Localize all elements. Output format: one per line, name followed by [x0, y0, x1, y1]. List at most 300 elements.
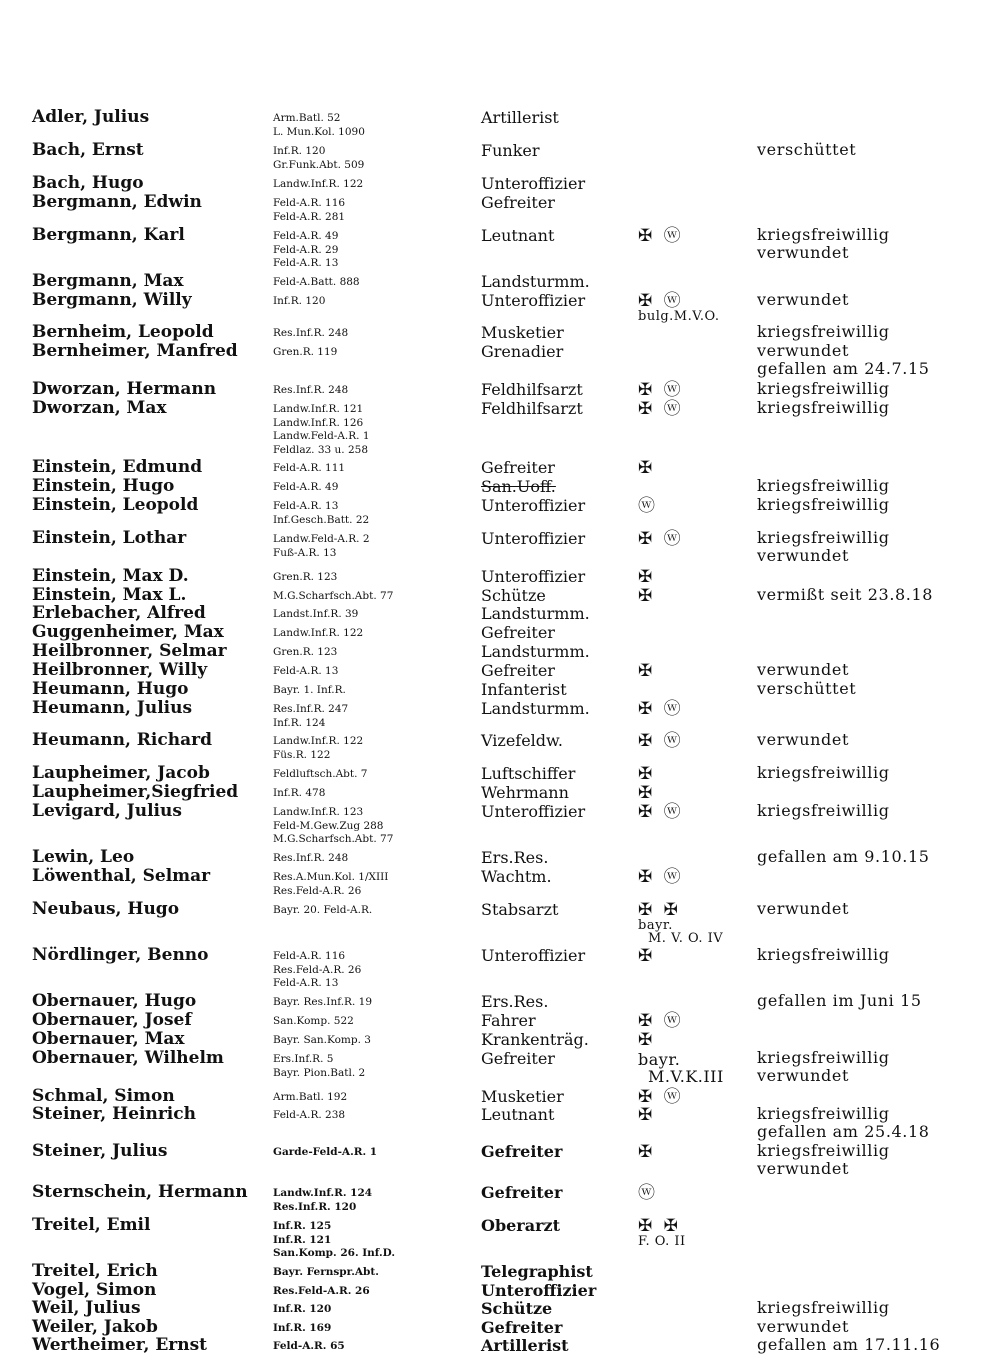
iron-cross-icon: ✠ ⓦ	[638, 399, 684, 419]
unit-line: Bayr. San.Komp. 3	[273, 1034, 371, 1046]
decorations	[638, 869, 750, 886]
remark-line: kriegsfreiwillig	[757, 495, 890, 514]
remarks	[757, 226, 890, 262]
decoration-note: M. V. O. IV	[648, 931, 724, 946]
unit-line: Gren.R. 119	[273, 346, 338, 358]
rank-label: Fahrer	[481, 1011, 536, 1030]
unit-list	[273, 1340, 345, 1354]
unit-list	[273, 481, 338, 495]
rank-label: Unteroffizier	[481, 529, 586, 548]
unit-line: Feld-A.R. 29	[273, 243, 339, 256]
remark-line: verwundet	[757, 660, 850, 679]
rank-label: Leutnant	[481, 226, 555, 245]
decorations	[638, 1013, 750, 1030]
decorations	[638, 460, 750, 477]
unit-line: Bayr. Pion.Batl. 2	[273, 1066, 366, 1079]
remarks	[757, 1336, 940, 1354]
unit-list	[273, 590, 393, 604]
unit-list	[273, 384, 348, 398]
remarks	[757, 529, 890, 565]
unit-line: Gr.Funk.Abt. 509	[273, 158, 365, 171]
iron-cross-icon: ✠ ⓦ	[638, 1011, 684, 1031]
remarks	[757, 1142, 890, 1178]
unit-line: Feld-A.R. 49	[273, 481, 339, 493]
iron-cross-icon: ✠	[638, 1105, 656, 1125]
iron-cross-icon: ✠	[638, 586, 656, 606]
unit-line: M.G.Scharfsch.Abt. 77	[273, 833, 394, 845]
unit-list	[273, 703, 348, 730]
rank-label: Gefreiter	[481, 1183, 563, 1202]
rank-label: Gefreiter	[481, 1049, 555, 1068]
unit-line: Bayr. Res.Inf.R. 19	[273, 996, 372, 1008]
unit-list	[273, 684, 346, 698]
unit-line: Res.Feld-A.R. 26	[273, 963, 362, 976]
unit-list	[273, 904, 372, 918]
unit-line: Res.Inf.R. 120	[273, 1200, 357, 1213]
unit-line: Gren.R. 123	[273, 571, 338, 583]
unit-line: Bayr. 20. Feld-A.R.	[273, 904, 373, 916]
rank-label: Unteroffizier	[481, 802, 586, 821]
soldier-name: Weiler, Jakob	[32, 1317, 158, 1337]
remark-line: verschüttet	[757, 679, 857, 698]
rank-label: Artillerist	[481, 1336, 569, 1355]
soldier-name: Obernauer, Wilhelm	[32, 1048, 224, 1068]
soldier-name: Nördlinger, Benno	[32, 945, 209, 965]
soldier-name: Einstein, Max L.	[32, 585, 187, 605]
rank-label: Musketier	[481, 323, 564, 342]
remark-line: kriegsfreiwillig	[757, 398, 890, 417]
decoration-note: bayr.	[638, 1050, 681, 1069]
soldier-name: Heumann, Julius	[32, 698, 193, 718]
rank-label: Wehrmann	[481, 783, 569, 802]
unit-line: Res.Inf.R. 248	[273, 327, 349, 339]
unit-list	[273, 1091, 347, 1105]
iron-cross-icon: ✠ ⓦ	[638, 291, 684, 311]
soldier-name: Adler, Julius	[32, 107, 150, 127]
remark-line: kriegsfreiwillig	[757, 1048, 890, 1067]
unit-line: Res.A.Mun.Kol. 1/XIII	[273, 871, 389, 883]
unit-line: Landw.Inf.R. 124	[273, 1187, 373, 1199]
soldier-name: Weil, Julius	[32, 1298, 141, 1318]
remark-line: gefallen am 24.7.15	[757, 359, 930, 378]
rank-label: Gefreiter	[481, 458, 555, 477]
decorations	[638, 948, 750, 965]
remark-line: vermißt seit 23.8.18	[757, 585, 934, 604]
iron-cross-icon: ✠	[638, 567, 656, 587]
remark-line: verwundet	[757, 1066, 850, 1085]
remarks	[757, 399, 890, 417]
soldier-name: Guggenheimer, Max	[32, 622, 224, 642]
decorations	[638, 804, 750, 821]
unit-line: Feld-A.R. 238	[273, 1109, 346, 1121]
unit-line: Inf.R. 121	[273, 1233, 332, 1246]
rank-label: Schütze	[481, 1299, 553, 1318]
unit-line: Feld-M.Gew.Zug 288	[273, 819, 384, 832]
unit-line: Füs.R. 122	[273, 748, 331, 761]
iron-cross-icon: ✠ ✠	[638, 900, 681, 920]
remark-line: verschüttet	[757, 140, 857, 159]
unit-line: Landw.Inf.R. 126	[273, 416, 364, 429]
unit-list	[273, 871, 388, 898]
unit-list	[273, 1146, 377, 1160]
rank-label: Landsturmm.	[481, 699, 590, 718]
unit-list	[273, 145, 364, 172]
unit-line: Inf.R. 120	[273, 145, 326, 157]
remark-line: kriegsfreiwillig	[757, 322, 890, 341]
remarks	[757, 992, 922, 1010]
rank-label: Landsturmm.	[481, 604, 590, 623]
unit-list	[273, 295, 325, 309]
remark-line: kriegsfreiwillig	[757, 379, 890, 398]
rank-label: Krankenträg.	[481, 1030, 589, 1049]
unit-list	[273, 1322, 331, 1336]
unit-list	[273, 1109, 345, 1123]
decorations	[638, 1185, 750, 1202]
remarks	[757, 1299, 890, 1317]
remarks	[757, 848, 930, 866]
iron-cross-icon: ✠ ⓦ	[638, 867, 684, 887]
decorations	[638, 1144, 750, 1161]
soldier-name: Laupheimer, Jacob	[32, 763, 210, 783]
remarks	[757, 661, 849, 679]
unit-list	[273, 1187, 372, 1214]
iron-cross-icon: ✠ ⓦ	[638, 731, 684, 751]
rank-label: Unteroffizier	[481, 291, 586, 310]
soldier-name: Einstein, Edmund	[32, 457, 203, 477]
remarks	[757, 380, 890, 398]
rank-label: Feldhilfsarzt	[481, 399, 583, 418]
remark-line: kriegsfreiwillig	[757, 801, 890, 820]
unit-line: Feld-A.R. 49	[273, 230, 339, 242]
rank-label: Landsturmm.	[481, 642, 590, 661]
unit-line: Feld-A.R. 13	[273, 665, 339, 677]
unit-line: Feld-A.R. 116	[273, 950, 346, 962]
remark-line: gefallen im Juni 15	[757, 991, 922, 1010]
unit-list	[273, 1220, 395, 1261]
iron-cross-icon: ✠ ⓦ	[638, 380, 684, 400]
remark-line: verwundet	[757, 730, 850, 749]
unit-line: Landw.Feld-A.R. 1	[273, 430, 370, 442]
remark-line: verwundet	[757, 243, 850, 262]
unit-list	[273, 571, 337, 585]
soldier-name: Treitel, Erich	[32, 1261, 158, 1281]
unit-list	[273, 533, 370, 560]
decorations	[638, 228, 750, 245]
soldier-name: Obernauer, Max	[32, 1029, 185, 1049]
unit-list	[273, 608, 358, 622]
unit-line: Res.Feld-A.R. 26	[273, 1285, 370, 1297]
unit-list	[273, 276, 360, 290]
iron-cross-icon: ✠ ✠	[638, 1216, 681, 1236]
soldier-name: Bergmann, Willy	[32, 290, 192, 310]
remarks	[757, 680, 856, 698]
soldier-name: Erlebacher, Alfred	[32, 603, 206, 623]
rank-label: Artillerist	[481, 108, 559, 127]
unit-list	[273, 346, 337, 360]
remark-line: kriegsfreiwillig	[757, 763, 890, 782]
remark-line: verwundet	[757, 1317, 850, 1336]
unit-line: L. Mun.Kol. 1090	[273, 125, 365, 138]
remarks	[757, 946, 890, 964]
rank-label: Stabsarzt	[481, 900, 559, 919]
rank-label: Gefreiter	[481, 1142, 563, 1161]
unit-line: Feld-A.R. 13	[273, 977, 339, 989]
soldier-name: Heumann, Hugo	[32, 679, 189, 699]
unit-line: Feld-A.R. 13	[273, 257, 339, 269]
remarks	[757, 764, 890, 782]
decorations	[638, 1107, 750, 1124]
decorations	[638, 1032, 750, 1049]
iron-cross-icon: ✠	[638, 458, 656, 478]
remark-line: verwundet	[757, 290, 850, 309]
unit-line: Feld-A.R. 281	[273, 210, 346, 223]
unit-list	[273, 197, 345, 224]
unit-list	[273, 403, 370, 457]
remarks	[757, 496, 890, 514]
soldier-name: Dworzan, Max	[32, 398, 167, 418]
rank-label: Feldhilfsarzt	[481, 380, 583, 399]
remarks	[757, 1105, 930, 1141]
remark-line: kriegsfreiwillig	[757, 1141, 890, 1160]
soldier-name: Obernauer, Josef	[32, 1010, 192, 1030]
rank-label: Musketier	[481, 1087, 564, 1106]
iron-cross-icon: ✠ ⓦ	[638, 1087, 684, 1107]
remark-line: kriegsfreiwillig	[757, 528, 890, 547]
remarks	[757, 291, 849, 309]
unit-line: Feld-A.R. 111	[273, 462, 346, 474]
unit-line: Feld-A.R. 116	[273, 197, 346, 209]
decoration-note: bayr.	[638, 918, 673, 933]
remarks	[757, 323, 890, 341]
decorations	[638, 663, 750, 680]
decoration-note: F. O. II	[638, 1234, 686, 1249]
remarks	[757, 731, 849, 749]
unit-line: Bayr. 1. Inf.R.	[273, 684, 346, 696]
unit-line: San.Komp. 26. Inf.D.	[273, 1247, 395, 1259]
rank-label: Unteroffizier	[481, 496, 586, 515]
rank-label: Landsturmm.	[481, 272, 590, 291]
unit-line: Inf.R. 169	[273, 1322, 332, 1334]
iron-cross-icon: ✠	[638, 764, 656, 784]
soldier-name: Heilbronner, Willy	[32, 660, 208, 680]
unit-list	[273, 806, 393, 847]
decorations	[638, 1051, 750, 1085]
unit-list	[273, 1303, 331, 1317]
decorations	[638, 902, 750, 945]
unit-list	[273, 735, 363, 762]
unit-line: Landw.Inf.R. 121	[273, 403, 364, 415]
unit-line: Ers.Inf.R. 5	[273, 1053, 334, 1065]
soldier-name: Bergmann, Edwin	[32, 192, 202, 212]
unit-line: Inf.R. 125	[273, 1220, 332, 1232]
unit-line: Landw.Feld-A.R. 2	[273, 533, 370, 545]
decorations	[638, 701, 750, 718]
unit-list	[273, 787, 325, 801]
soldier-name: Bergmann, Karl	[32, 225, 185, 245]
soldier-name: Bernheim, Leopold	[32, 322, 214, 342]
unit-list	[273, 1285, 370, 1299]
unit-line: Feldluftsch.Abt. 7	[273, 768, 368, 780]
decorations	[638, 382, 750, 399]
unit-line: Landw.Inf.R. 122	[273, 735, 364, 747]
remark-line: kriegsfreiwillig	[757, 225, 890, 244]
iron-cross-icon: ✠ ⓦ	[638, 802, 684, 822]
unit-line: Garde-Feld-A.R. 1	[273, 1146, 378, 1158]
soldier-name: Dworzan, Hermann	[32, 379, 217, 399]
unit-line: Feld-A.R. 65	[273, 1340, 345, 1352]
soldier-name: Schmal, Simon	[32, 1086, 175, 1106]
iron-cross-icon: ✠	[638, 1142, 656, 1162]
unit-line: Feld-A.R. 13	[273, 500, 339, 512]
rank-label: Schütze	[481, 586, 546, 605]
unit-list	[273, 1266, 379, 1280]
rank-label: Unteroffizier	[481, 567, 586, 586]
decorations	[638, 733, 750, 750]
rank-label: Unteroffizier	[481, 1281, 597, 1300]
unit-line: Inf.R. 124	[273, 716, 326, 729]
rank-label: Gefreiter	[481, 193, 555, 212]
soldier-name: Bernheimer, Manfred	[32, 341, 238, 361]
unit-list	[273, 1015, 354, 1029]
decorations	[638, 531, 750, 548]
soldier-name: Einstein, Max D.	[32, 566, 189, 586]
soldier-name: Laupheimer,Siegfried	[32, 782, 239, 802]
soldier-name: Lewin, Leo	[32, 847, 135, 867]
soldier-name: Vogel, Simon	[32, 1280, 157, 1300]
unit-line: Inf.R. 120	[273, 295, 326, 307]
unit-list	[273, 1034, 371, 1048]
unit-line: Res.Inf.R. 247	[273, 703, 349, 715]
soldier-name: Steiner, Julius	[32, 1141, 168, 1161]
remark-line: kriegsfreiwillig	[757, 476, 890, 495]
remarks	[757, 1049, 890, 1085]
remarks	[757, 141, 856, 159]
remark-line: verwundet	[757, 1159, 850, 1178]
decorations	[638, 498, 750, 515]
unit-line: Res.Feld-A.R. 26	[273, 884, 362, 897]
rank-label: Wachtm.	[481, 867, 552, 886]
rank-label: Unteroffizier	[481, 946, 586, 965]
soldier-name: Einstein, Leopold	[32, 495, 199, 515]
iron-cross-icon: ✠	[638, 661, 656, 681]
decorations	[638, 785, 750, 802]
soldier-name: Löwenthal, Selmar	[32, 866, 211, 886]
soldier-name: Steiner, Heinrich	[32, 1104, 196, 1124]
soldier-name: Einstein, Hugo	[32, 476, 175, 496]
iron-cross-icon: ⓦ	[638, 1183, 658, 1203]
rank-label: Grenadier	[481, 342, 564, 361]
soldier-name: Einstein, Lothar	[32, 528, 187, 548]
iron-cross-icon: ⓦ	[638, 496, 658, 516]
unit-line: Feld-A.Batt. 888	[273, 276, 360, 288]
rank-label: Unteroffizier	[481, 174, 586, 193]
unit-line: Inf.Gesch.Batt. 22	[273, 513, 370, 526]
unit-list	[273, 230, 338, 271]
rank-label: Leutnant	[481, 1105, 555, 1124]
remark-line: verwundet	[757, 899, 850, 918]
unit-line: Feldlaz. 33 u. 258	[273, 443, 369, 456]
rank-label: Gefreiter	[481, 1318, 563, 1337]
unit-line: Inf.R. 478	[273, 787, 326, 799]
unit-list	[273, 1053, 365, 1080]
remark-line: verwundet	[757, 341, 850, 360]
unit-line: Landw.Inf.R. 123	[273, 806, 364, 818]
decorations	[638, 588, 750, 605]
rank-label: Vizefeldw.	[481, 731, 563, 750]
unit-line: San.Komp. 522	[273, 1015, 354, 1027]
remarks	[757, 1318, 849, 1336]
soldier-name: Levigard, Julius	[32, 801, 182, 821]
unit-line: Landw.Inf.R. 122	[273, 627, 364, 639]
unit-line: Inf.R. 120	[273, 1303, 332, 1315]
remarks	[757, 342, 930, 378]
unit-line: Bayr. Fernspr.Abt.	[273, 1266, 379, 1278]
unit-list	[273, 646, 337, 660]
decorations	[638, 569, 750, 586]
unit-line: Arm.Batl. 192	[273, 1091, 348, 1103]
rank-label: Infanterist	[481, 680, 567, 699]
unit-list	[273, 852, 348, 866]
unit-line: M.G.Scharfsch.Abt. 77	[273, 590, 394, 602]
unit-list	[273, 500, 369, 527]
soldier-name: Heumann, Richard	[32, 730, 212, 750]
iron-cross-icon: ✠ ⓦ	[638, 226, 684, 246]
rank-label: San.Uoff.	[481, 477, 556, 496]
soldier-name: Bach, Ernst	[32, 140, 144, 160]
unit-list	[273, 768, 367, 782]
unit-list	[273, 327, 348, 341]
remark-line: kriegsfreiwillig	[757, 1104, 890, 1123]
unit-line: Landw.Inf.R. 122	[273, 178, 364, 190]
remark-line: kriegsfreiwillig	[757, 945, 890, 964]
unit-list	[273, 996, 372, 1010]
remarks	[757, 900, 849, 918]
rank-label: Ers.Res.	[481, 848, 549, 867]
soldier-name: Wertheimer, Ernst	[32, 1335, 208, 1355]
remark-line: verwundet	[757, 546, 850, 565]
unit-list	[273, 627, 363, 641]
soldier-name: Heilbronner, Selmar	[32, 641, 227, 661]
decorations	[638, 1218, 750, 1248]
unit-list	[273, 950, 361, 991]
soldier-name: Bach, Hugo	[32, 173, 144, 193]
decorations	[638, 293, 750, 323]
rank-label: Gefreiter	[481, 623, 555, 642]
decorations	[638, 401, 750, 418]
unit-line: Fuß-A.R. 13	[273, 546, 337, 559]
unit-line: Gren.R. 123	[273, 646, 338, 658]
decorations	[638, 766, 750, 783]
decoration-note: M.V.K.III	[648, 1067, 724, 1086]
remarks	[757, 477, 890, 495]
soldier-name: Obernauer, Hugo	[32, 991, 197, 1011]
unit-list	[273, 665, 338, 679]
remarks	[757, 802, 890, 820]
remark-line: gefallen am 25.4.18	[757, 1122, 930, 1141]
rank-label: Luftschiffer	[481, 764, 576, 783]
rank-label: Funker	[481, 141, 540, 160]
soldier-name: Neubaus, Hugo	[32, 899, 180, 919]
unit-line: Arm.Batl. 52	[273, 112, 341, 124]
unit-list	[273, 178, 363, 192]
soldier-name: Sternschein, Hermann	[32, 1182, 248, 1202]
remarks	[757, 586, 933, 604]
iron-cross-icon: ✠ ⓦ	[638, 529, 684, 549]
decoration-note: bulg.M.V.O.	[638, 309, 720, 324]
rank-label: Oberarzt	[481, 1216, 561, 1235]
rank-label: Ers.Res.	[481, 992, 549, 1011]
iron-cross-icon: ✠	[638, 946, 656, 966]
